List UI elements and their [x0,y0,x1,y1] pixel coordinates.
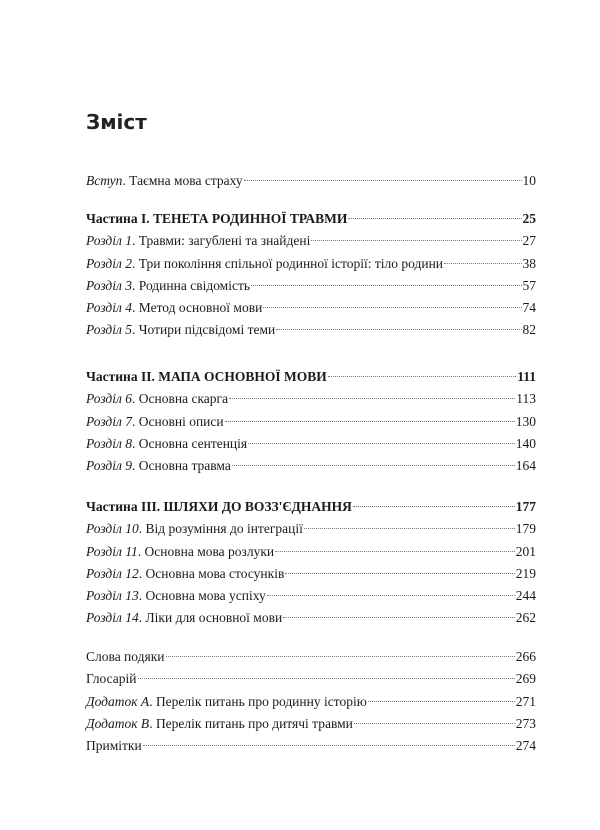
toc-entry[interactable] [86,668,536,690]
dot-leader [251,285,521,286]
toc-entry[interactable] [86,541,536,563]
dot-leader [285,573,514,574]
entry-label: Розділ 1. Травми: загублені та знайдені [86,233,311,249]
dot-leader [348,218,521,219]
entry-label: Розділ 11. Основна мова розлуки [86,543,275,559]
dot-leader [304,528,515,529]
toc-group [86,366,536,477]
dot-leader [444,263,521,264]
entry-label [86,496,352,518]
entry-title: Ліки для основної мови [145,610,283,626]
toc-entry[interactable] [86,433,536,455]
entry-prefix: Розділ 4 [86,300,133,316]
toc-entry[interactable] [86,585,536,607]
entry-label: Розділ 12. Основна мова стосунків [86,565,285,581]
toc-entry[interactable] [86,646,536,668]
toc-entry[interactable] [86,275,536,297]
entry-label: Додаток В. Перелік питань про дитячі травми [86,715,353,731]
entry-title: Основні описи [138,413,224,429]
toc-entry[interactable] [86,563,536,585]
page-number: 269 [515,671,536,687]
dot-leader [354,723,515,724]
dot-leader [263,307,521,308]
entry-label [86,735,142,757]
entry-title: Слова подяки [86,649,165,664]
entry-prefix: Розділ 13 [86,588,139,604]
entry-prefix: Додаток А [86,693,150,709]
entry-label: Розділ 6. Основна скарга [86,391,229,407]
entry-label: Розділ 5. Чотири підсвідомі теми [86,322,276,338]
entry-title: Глосарій [86,671,137,687]
dot-leader [276,329,521,330]
page-number: 10 [522,173,536,188]
entry-title: Перелік питань про родинну історію [155,693,367,709]
entry-prefix: Вступ [86,173,123,188]
entry-label: Розділ 2. Три покоління спільної родинної історії: тіло родини [86,255,444,271]
entry-prefix: Розділ 12 [86,565,139,581]
toc-group [86,170,536,192]
toc-entry[interactable] [86,319,536,341]
entry-label: Розділ 9. Основна травма [86,458,231,474]
page-number: 273 [515,715,536,731]
page-number: 177 [515,499,536,514]
toc-entry[interactable] [86,607,536,629]
entry-label: Розділ 3. Родинна свідомість [86,277,251,293]
entry-prefix: Розділ 3 [86,277,133,293]
entry-label: Розділ 13. Основна мова успіху [86,588,266,604]
page-number: 57 [522,277,536,293]
dot-leader [283,617,515,618]
entry-title: Частина І. ТЕНЕТА РОДИННОЇ ТРАВМИ [86,211,348,226]
entry-prefix: Розділ 6 [86,391,133,407]
page-number: 113 [516,391,536,407]
entry-label: Розділ 10. Від розуміння до інтеграції [86,521,303,537]
dot-leader [267,595,515,596]
entry-title: Перелік питань про дитячі травми [155,715,353,731]
entry-label: Розділ 14. Ліки для основної мови [86,610,283,626]
entry-prefix: Розділ 2 [86,255,133,271]
entry-title: Частина ІІІ. ШЛЯХИ ДО ВОЗЗ'ЄДНАННЯ [86,499,352,514]
entry-title: Від розуміння до інтеграції [145,521,303,537]
entry-label: Розділ 8. Основна сентенція [86,435,248,451]
dot-leader [143,745,515,746]
entry-title: Основна скарга [138,391,229,407]
page-number: 27 [522,233,536,249]
toc-part-entry[interactable] [86,366,536,388]
entry-title: Основна сентенція [138,435,248,451]
toc-entry[interactable] [86,411,536,433]
toc-entry[interactable] [86,691,536,713]
entry-prefix: Розділ 7 [86,413,133,429]
toc-group [86,646,536,757]
dot-leader [248,443,515,444]
page-number: 179 [515,521,536,537]
page-title: Зміст [86,110,147,134]
entry-label: Додаток А. Перелік питань про родинну історію [86,693,367,709]
toc-group [86,496,536,630]
entry-title: Родинна свідомість [138,277,251,293]
toc-part-entry[interactable] [86,208,536,230]
entry-prefix: Розділ 14 [86,610,139,626]
entry-prefix: Розділ 11 [86,543,138,559]
dot-leader [232,465,515,466]
entry-label [86,208,347,230]
entry-label: Розділ 4. Метод основної мови [86,300,263,316]
page-number: 111 [517,369,536,384]
entry-prefix: Додаток В [86,715,150,731]
toc-entry[interactable] [86,455,536,477]
entry-title: Три покоління спільної родинної історії: тіло родини [138,255,444,271]
page-number: 25 [522,211,536,226]
toc-entry[interactable] [86,518,536,540]
entry-prefix: Розділ 8 [86,435,133,451]
entry-title: Основна мова успіху [145,588,266,604]
page-number: 274 [515,738,536,754]
page-number: 38 [522,255,536,271]
page-number: 130 [515,413,536,429]
entry-label: Вступ. Таємна мова страху [86,173,243,188]
entry-label [86,668,137,690]
dot-leader [311,240,521,241]
toc-entry[interactable] [86,735,536,757]
toc-entry[interactable] [86,230,536,252]
entry-title: Чотири підсвідомі теми [138,322,276,338]
page-number: 219 [515,565,536,581]
entry-title: Примітки [86,738,142,754]
entry-title: Основна травма [138,458,231,474]
entry-prefix: Розділ 5 [86,322,133,338]
toc-entry[interactable] [86,253,536,275]
entry-label: Розділ 7. Основні описи [86,413,224,429]
page-number: 74 [522,300,536,316]
entry-prefix: Розділ 1 [86,233,133,249]
toc-entry[interactable] [86,388,536,410]
dot-leader [138,678,515,679]
entry-label [86,366,327,388]
entry-title: Метод основної мови [138,300,263,316]
dot-leader [328,376,516,377]
dot-leader [353,506,515,507]
dot-leader [225,421,515,422]
entry-prefix: Розділ 10 [86,521,139,537]
entry-title: Частина ІІ. МАПА ОСНОВНОЇ МОВИ [86,369,327,384]
page-number: 266 [515,649,536,664]
page-number: 244 [515,588,536,604]
entry-title: Травми: загублені та знайдені [138,233,311,249]
dot-leader [275,551,515,552]
dot-leader [166,656,515,657]
entry-title: Основна мова стосунків [145,565,285,581]
toc-entry[interactable] [86,170,536,192]
page-number: 164 [515,458,536,474]
entry-title: Таємна мова страху [129,173,243,188]
toc-entry[interactable] [86,297,536,319]
page-number: 262 [515,610,536,626]
entry-title: Основна мова розлуки [144,543,275,559]
toc-group [86,208,536,342]
page-number: 271 [515,693,536,709]
entry-label [86,646,165,668]
toc-entry[interactable] [86,713,536,735]
toc-part-entry[interactable] [86,496,536,518]
dot-leader [229,398,515,399]
page-number: 140 [515,435,536,451]
dot-leader [244,180,522,181]
page-number: 201 [515,543,536,559]
dot-leader [368,701,515,702]
page-number: 82 [522,322,536,338]
entry-prefix: Розділ 9 [86,458,133,474]
